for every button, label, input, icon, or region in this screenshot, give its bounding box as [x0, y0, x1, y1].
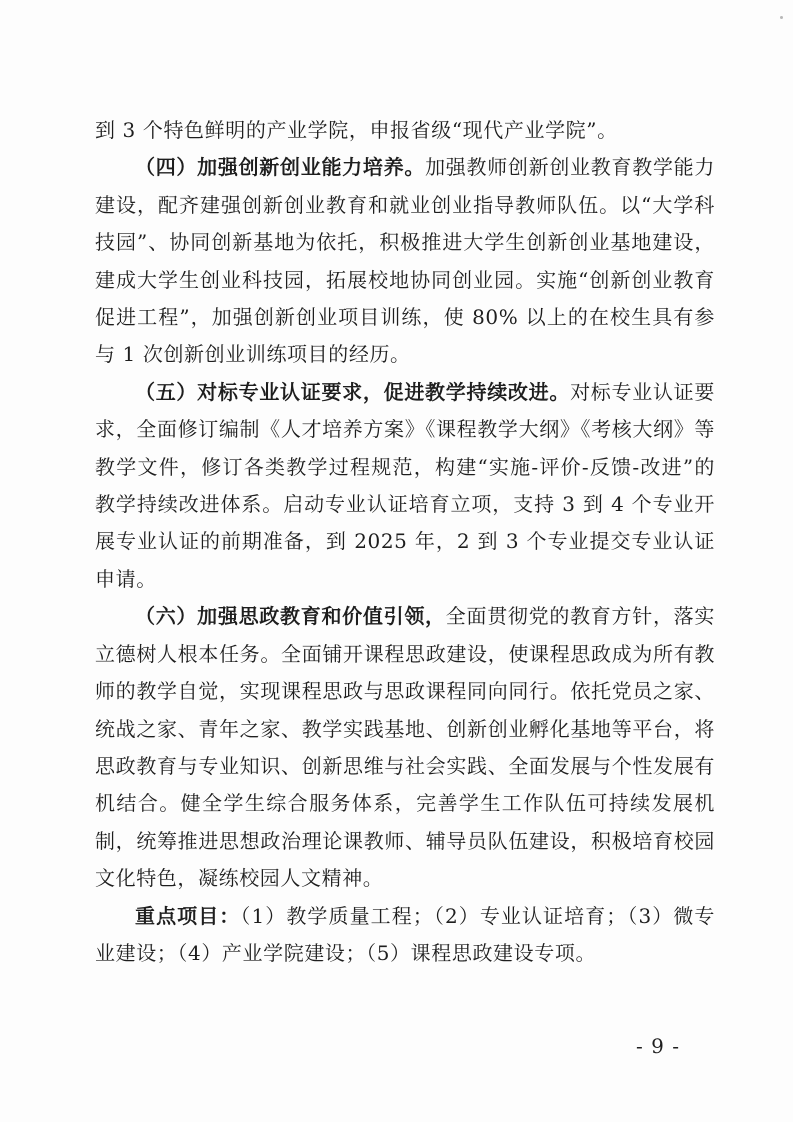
paragraph-5-heading: 重点项目： [135, 903, 241, 928]
paragraph-4 [95, 598, 715, 897]
paragraph-1-text: 到 3 个特色鲜明的产业学院，申报省级“现代产业学院”。 [95, 118, 618, 142]
paragraph-2-heading: （四）加强创新创业能力培养。 [135, 155, 426, 180]
document-body [95, 112, 715, 972]
paragraph-5-text: （1）教学质量工程；（2）专业认证培育；（3）微专业建设；（4）产业学院建设；（5）课程思政建设专项。 [95, 903, 715, 965]
paragraph-4-text: 全面贯彻党的教育方针，落实立德树人根本任务。全面铺开课程思政建设，使课程思政成为所有教师的教学自觉，实现课程思政与思政课程同向同行。依托党员之家、统战之家、青年之家、教学实践基地、创新创业孵化基地等平台，将思政教育与专业知识、创新思维与社会实践、全面发展与个性发展有机结合。健全学生综合服务体系，完善学生工作队伍可持续发展机制，统筹推进思想政治理论课教师、辅导员队伍建设，积极培育校园文化特色，凝练校园人文精神。 [95, 604, 715, 891]
paragraph-4-heading: （六）加强思政教育和价值引领， [135, 604, 446, 629]
paragraph-3-text: 对标专业认证要求，全面修订编制《人才培养方案》《课程教学大纲》《考核大纲》等教学文件，修订各类教学过程规范，构建“实施-评价-反馈-改进”的教学持续改进体系。启动专业认证培育立项，支持 3 到 4 个专业开展专业认证的前期准备，到 2025 年，2 到 3 个专业提交专业认证申请。 [95, 379, 716, 591]
paragraph-1 [95, 112, 715, 149]
paragraph-2 [95, 149, 715, 373]
paragraph-3 [95, 374, 715, 598]
paragraph-5 [95, 898, 715, 973]
paragraph-3-heading: （五）对标专业认证要求，促进教学持续改进。 [135, 379, 571, 404]
paragraph-2-text: 加强教师创新创业教育教学能力建设，配齐建强创新创业教育和就业创业指导教师队伍。以“大学科技园”、协同创新基地为依托，积极推进大学生创新创业基地建设，建成大学生创业科技园，拓展校地协同创业园。实施“创新创业教育促进工程”，加强创新创业项目训练，使 80% 以上的在校生具有参与 1 次创新创业训练项目的经历。 [95, 155, 715, 367]
scan-mark [780, 16, 783, 19]
page-number: - 9 - [636, 1034, 680, 1058]
